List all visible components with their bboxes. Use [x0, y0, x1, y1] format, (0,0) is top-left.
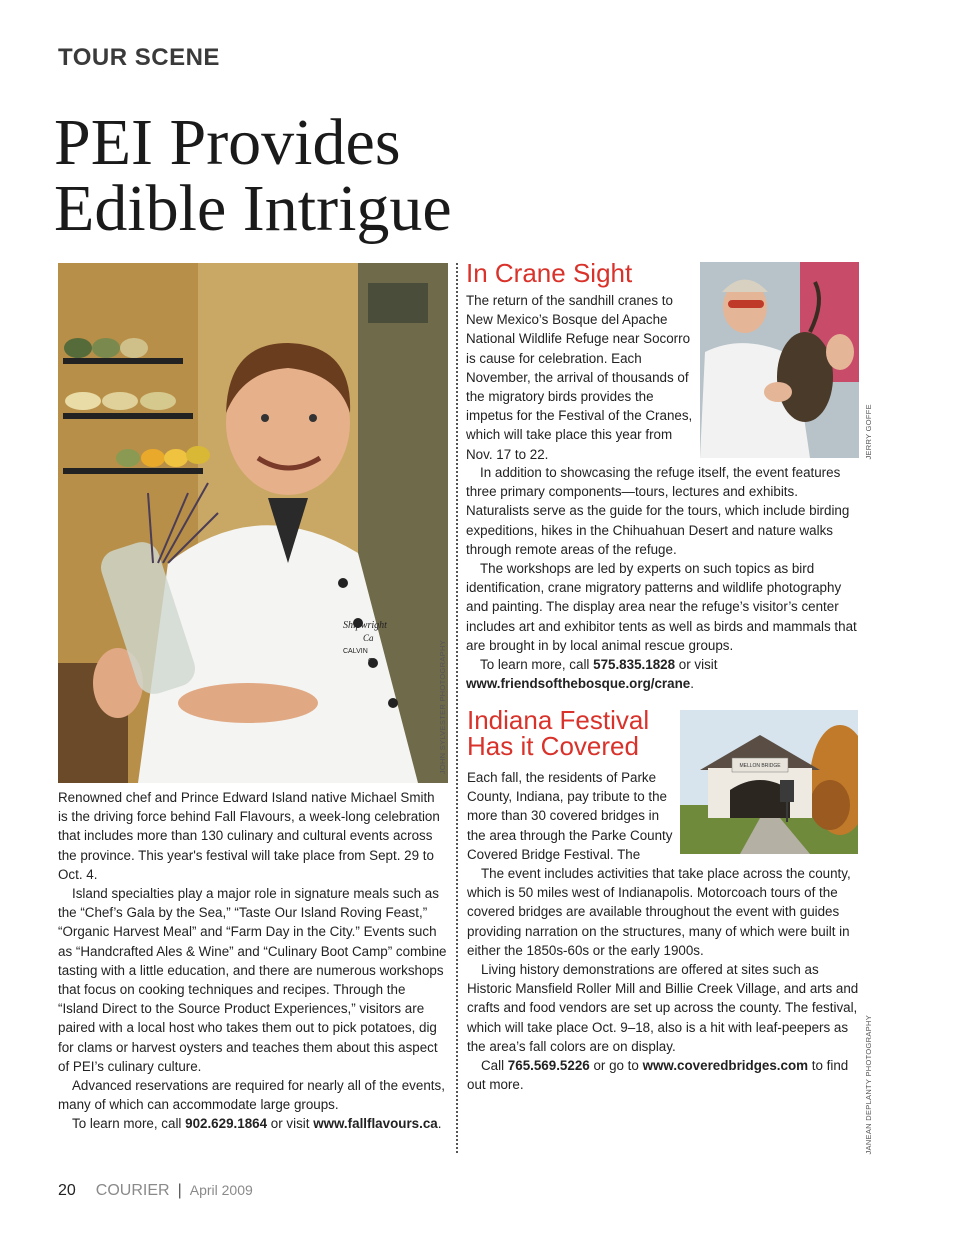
headline-line-1: PEI Provides — [54, 106, 401, 179]
pei-phone: 902.629.1864 — [185, 1116, 268, 1132]
bridge-photo-illustration — [680, 710, 858, 854]
chef-photo — [58, 263, 448, 783]
indiana-cta-mid: or go to — [589, 1058, 643, 1074]
crane-paragraph-1-text: The return of the sandhill cranes to New Mexico’s Bosque del Apache National Wildlife Refuge near Socorro is cause for celebration. Each November, the arrival of thousands of the migratory birds provides the impetus for the Festival of the Cranes, which will take place this year from Nov. 17 to 22. — [466, 293, 693, 462]
column-divider — [456, 263, 458, 1153]
indiana-cta-prefix: Call — [481, 1058, 508, 1074]
pei-cta-suffix: . — [437, 1116, 442, 1132]
section-label: TOUR SCENE — [58, 44, 220, 71]
crane-paragraph-4 — [466, 655, 860, 693]
crane-paragraph-3: The workshops are led by experts on such topics as bird identification, crane migratory patterns and wildlife photography and painting. The display area near the refuge’s visitor’s center includes art and exhibitor tents as well as birds and mammals that are brought in by local animal rescue groups. — [466, 561, 857, 653]
page-footer — [58, 1182, 253, 1200]
magazine-name: COURIER — [95, 1182, 170, 1199]
bridge-sign: MELLON BRIDGE — [739, 763, 781, 769]
crane-paragraph-2: In addition to showcasing the refuge itself, the event features three primary components—tours, lectures and exhibits. Naturalists serve as the guide for the tours, which include birding expeditions, hikes in the Chihuahuan Desert and nature walks through remote areas of the refuge. — [466, 465, 850, 557]
crane-cta-suffix: . — [690, 676, 694, 692]
indiana-title-line-1: Indiana Festival — [467, 705, 650, 735]
indiana-article-title — [467, 707, 677, 759]
pei-paragraph-2: Island specialties play a major role in signature meals such as the “Chef’s Gala by the Sea,” “Taste Our Island Roving Feast,” “Organic Harvest Meal” and “Farm Day in the City.” Events such as “Handcrafted Ales & Wine” and “Culinary Boot Camp” combine tasting with a little education, and there are numerous workshops that focus on cooking techniques and recipes. Through the “Island Direct to the Source Product Experiences,” visitors are paired with a local host who takes them out to pick potatoes, dig for clams or harvest oysters and teaches them about this aspect of PEI’s culinary culture. — [58, 886, 447, 1074]
pei-url: www.fallflavours.ca — [313, 1116, 438, 1132]
indiana-cta-suffix: to find out more. — [467, 1058, 849, 1093]
jacket-embroidery-3: CALVIN — [343, 648, 368, 655]
footer-separator: | — [177, 1182, 182, 1199]
crane-paragraph-1 — [466, 291, 696, 464]
page-number: 20 — [58, 1182, 76, 1199]
issue-date: April 2009 — [189, 1182, 253, 1198]
crane-url: www.friendsofthebosque.org/crane — [466, 676, 691, 692]
indiana-paragraph-3: Living history demonstrations are offered at sites such as Historic Mansfield Roller Mill and Billie Creek Village, and arts and crafts and food vendors are set up across the county. The festival, which will take place Oct. 9–18, also is a hit with leaf-peepers as the area’s fall colors are on display. — [467, 962, 859, 1054]
crane-cta-mid: or visit — [675, 657, 718, 673]
pei-article — [58, 788, 448, 1134]
jacket-embroidery-1: Shipwright — [343, 620, 387, 631]
crane-article-continued — [466, 463, 860, 693]
indiana-title-line-2: Has it Covered — [467, 731, 639, 761]
headline-line-2: Edible Intrigue — [54, 172, 452, 245]
crane-phone: 575.835.1828 — [593, 657, 676, 673]
indiana-paragraph-1 — [467, 768, 679, 864]
chef-photo-credit: JOHN SYLVESTER PHOTOGRAPHY — [438, 640, 447, 775]
pei-cta-prefix: To learn more, call — [72, 1116, 186, 1132]
crane-photo-illustration — [700, 262, 859, 458]
crane-photo — [700, 262, 859, 458]
indiana-article-continued — [467, 864, 859, 1094]
covered-bridge-photo — [680, 710, 858, 854]
indiana-paragraph-2: The event includes activities that take place across the county, which is 50 miles west of Indianapolis. Motorcoach tours of the covered bridges are available throughout the event with guides providing narration on the structures, many of which were built in either the 1850s-60s or the early 1900s. — [467, 866, 851, 958]
pei-paragraph-1: Renowned chef and Prince Edward Island native Michael Smith is the driving force behind Fall Flavours, a week-long celebration that includes more than 130 culinary and cultural events across the province. This year's festival will take place from Sept. 29 to Oct. 4. — [58, 790, 440, 882]
pei-cta-mid: or visit — [267, 1116, 314, 1132]
crane-cta-prefix: To learn more, call — [480, 657, 594, 673]
indiana-paragraph-1-text: Each fall, the residents of Parke County, Indiana, pay tribute to the more than 30 covered bridges in the area through the Parke County Covered Bridge Festival. The — [467, 770, 673, 862]
crane-photo-credit: JERRY GOFFE — [864, 404, 873, 460]
indiana-paragraph-4 — [467, 1056, 859, 1094]
bridge-photo-credit: JANEAN DEPLANTY PHOTOGRAPHY — [864, 1015, 873, 1155]
indiana-url: www.coveredbridges.com — [642, 1058, 809, 1074]
page-title — [54, 106, 654, 245]
crane-article-title: In Crane Sight — [466, 258, 633, 288]
indiana-phone: 765.569.5226 — [507, 1058, 590, 1074]
pei-paragraph-3: Advanced reservations are required for nearly all of the events, many of which can accommodate large groups. — [58, 1078, 445, 1113]
chef-photo-illustration — [58, 263, 448, 783]
pei-paragraph-4 — [58, 1114, 448, 1133]
jacket-embroidery-4: C — [368, 658, 374, 665]
jacket-embroidery-2: Ca — [363, 633, 374, 643]
